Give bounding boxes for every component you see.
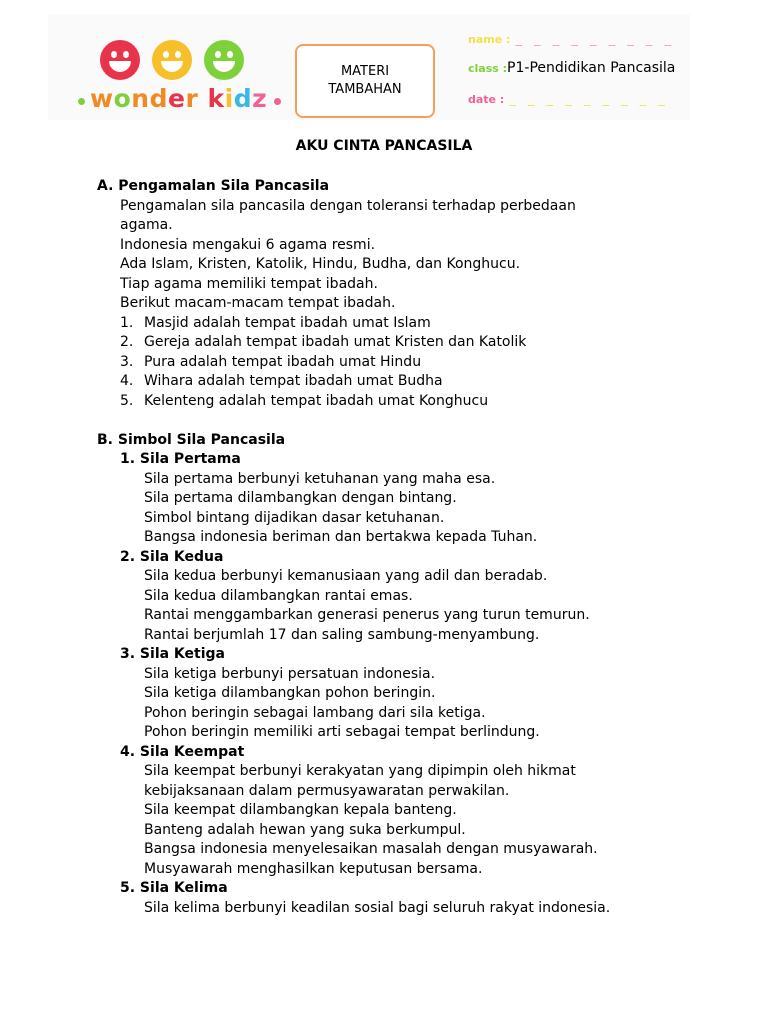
name-label: name : <box>468 33 511 46</box>
yellow-smiley-icon <box>152 40 192 80</box>
sila-text: Sila pertama berbunyi ketuhanan yang maha esa. <box>144 470 496 487</box>
list-item: Pura adalah tempat ibadah umat Hindu <box>144 353 422 370</box>
sila-title: 4. Sila Keempat <box>120 743 245 760</box>
sila-text: Rantai berjumlah 17 dan saling sambung-menyambung. <box>144 626 540 643</box>
sila-text: Sila kedua berbunyi kemanusiaan yang adil dan beradab. <box>144 568 548 584</box>
sila-title: 1. Sila Pertama <box>120 451 241 467</box>
badge-line-1: MATERI <box>340 64 390 79</box>
sila-text: Sila kelima berbunyi keadilan sosial bagi seluruh rakyat indonesia. <box>144 899 611 916</box>
date-blank: _ _ _ _ _ _ _ _ _ <box>509 92 669 107</box>
badge-line-2: TAMBAHAN <box>328 82 402 97</box>
logo-dot-left <box>78 98 85 105</box>
wonder-kidz-logo <box>50 20 280 120</box>
sila-text: Rantai menggambarkan generasi penerus yang turun temurun. <box>144 607 590 623</box>
sila-text: Sila keempat berbunyi kerakyatan yang dipimpin oleh hikmat <box>144 763 576 779</box>
sila-text: Pohon beringin memiliki arti sebagai tempat berlindung. <box>144 724 540 740</box>
date-field[interactable] <box>468 88 669 107</box>
green-smiley-icon <box>204 40 244 80</box>
list-item: Wihara adalah tempat ibadah umat Budha <box>144 373 443 389</box>
sila-text: Musyawarah menghasilkan keputusan bersama. <box>144 860 483 877</box>
sila-text: Sila keempat dilambangkan kepala banteng. <box>144 802 457 818</box>
list-item: Kelenteng adalah tempat ibadah umat Konghucu <box>144 392 489 409</box>
page-title: AKU CINTA PANCASILA <box>295 138 473 154</box>
logo-text: wonder kidz <box>90 84 268 113</box>
list-number: 2. <box>120 334 134 350</box>
logo-dot-right <box>274 98 281 105</box>
name-field[interactable] <box>468 28 675 47</box>
sila-text: Sila kedua dilambangkan rantai emas. <box>144 587 413 604</box>
list-number: 3. <box>120 353 134 370</box>
section-a-text: Indonesia mengakui 6 agama resmi. <box>120 236 376 253</box>
materi-tambahan-badge <box>295 44 435 118</box>
list-number: 4. <box>120 373 134 389</box>
section-a-text: Tiap agama memiliki tempat ibadah. <box>120 275 378 292</box>
list-number: 5. <box>120 392 134 409</box>
section-b-heading: B. Simbol Sila Pancasila <box>97 431 286 448</box>
section-a-text: Pengamalan sila pancasila dengan toleransi terhadap perbedaan <box>120 197 576 214</box>
sila-text: Simbol bintang dijadikan dasar ketuhanan. <box>144 509 445 526</box>
sila-text: Pohon beringin sebagai lambang dari sila ketiga. <box>144 704 486 721</box>
class-field[interactable] <box>468 57 675 76</box>
sila-text: Sila ketiga berbunyi persatuan indonesia. <box>144 665 436 682</box>
list-item: Masjid adalah tempat ibadah umat Islam <box>144 314 431 331</box>
sila-text: Bangsa indonesia beriman dan bertakwa kepada Tuhan. <box>144 529 538 545</box>
class-value: P1-Pendidikan Pancasila <box>507 60 676 76</box>
name-blank: _ _ _ _ _ _ _ _ _ <box>515 32 676 47</box>
list-item: Gereja adalah tempat ibadah umat Kristen dan Katolik <box>144 334 527 350</box>
sila-title: 3. Sila Ketiga <box>120 646 225 662</box>
section-a-text: Berikut macam-macam tempat ibadah. <box>120 295 396 311</box>
list-number: 1. <box>120 314 134 331</box>
sila-text: Sila pertama dilambangkan dengan bintang. <box>144 490 457 506</box>
sila-title: 2. Sila Kedua <box>120 548 224 565</box>
date-label: date : <box>468 93 505 106</box>
red-smiley-icon <box>100 40 140 80</box>
class-label: class : <box>468 62 508 75</box>
section-a-text: Ada Islam, Kristen, Katolik, Hindu, Budha, dan Konghucu. <box>120 256 521 272</box>
sila-title: 5. Sila Kelima <box>120 880 228 896</box>
section-a-heading: A. Pengamalan Sila Pancasila <box>97 178 330 194</box>
sila-text: Sila ketiga dilambangkan pohon beringin. <box>144 685 436 701</box>
section-a-text: agama. <box>120 217 173 233</box>
sila-text: Bangsa indonesia menyelesaikan masalah dengan musyawarah. <box>144 841 598 857</box>
sila-text: kebijaksanaan dalam permusyawaratan perwakilan. <box>144 782 510 799</box>
sila-text: Banteng adalah hewan yang suka berkumpul. <box>144 821 466 838</box>
